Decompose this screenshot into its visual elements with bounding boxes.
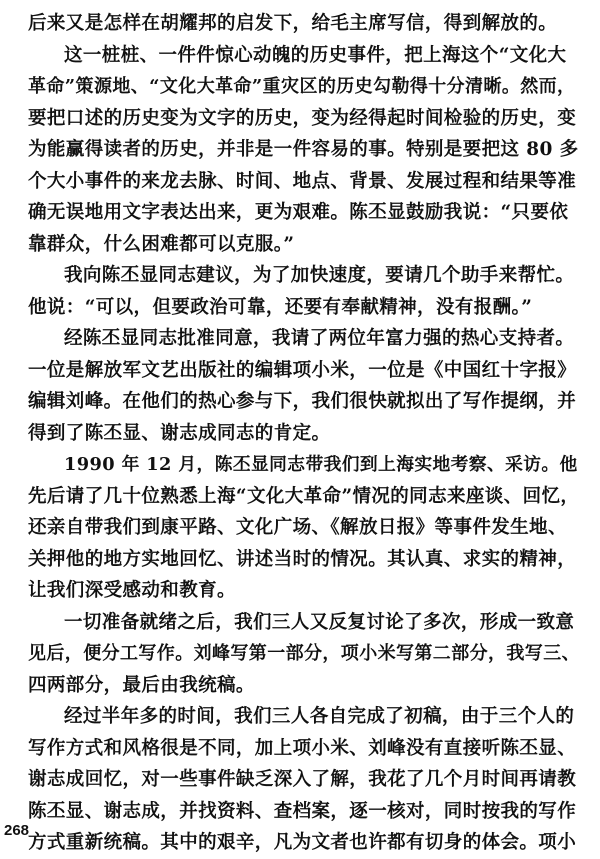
text-line: 1990 年 12 月，陈丕显同志带我们到上海实地考察、采访。他 [64, 454, 578, 475]
text-line: 要把口述的历史变为文字的历史，变为经得起时间检验的历史，变 [28, 107, 577, 129]
text-line: 确无误地用文字表达出来，更为艰难。陈丕显鼓励我说：“只要依 [28, 202, 569, 223]
text-line: 编辑刘峰。在他们的热心参与下，我们很快就拟出了写作提纲，并 [28, 391, 577, 412]
text-line: 见后，便分工写作。刘峰写第一部分，项小米写第二部分，我写三、 [28, 643, 580, 664]
text-line: 我向陈丕显同志建议，为了加快速度，要请几个助手来帮忙。 [64, 265, 575, 286]
text-line: 一位是解放军文艺出版社的编辑项小米，一位是《中国红十字报》 [28, 359, 577, 381]
text-line: 四两部分，最后由我统稿。 [28, 674, 255, 696]
text-line: 还亲自带我们到康平路、文化广场、《解放日报》等事件发生地、 [28, 517, 567, 538]
text-line: 让我们深受感动和教育。 [28, 580, 236, 601]
text-line: 先后请了几十位熟悉上海“文化大革命”情况的同志来座谈、回忆， [28, 485, 580, 507]
text-line: 经过半年多的时间，我们三人各自完成了初稿，由于三个人的 [64, 706, 575, 727]
text-line: 他说：“可以，但要政治可靠，还要有奉献精神，没有报酬。” [28, 296, 533, 318]
text-line: 一切准备就绪之后，我们三人又反复讨论了多次，形成一致意 [64, 611, 575, 633]
text-line: 这一桩桩、一件件惊心动魄的历史事件，把上海这个“文化大 [64, 44, 567, 66]
text-line: 写作方式和风格很是不同，加上项小米、刘峰没有直接听陈丕显、 [28, 737, 577, 759]
text-line: 靠群众，什么困难都可以克服。” [28, 233, 295, 255]
text-line: 为能赢得读者的历史，并非是一件容易的事。特别是要把这 80 多 [28, 139, 579, 160]
text-line: 谢志成回忆，对一些事件缺乏深入了解，我花了几个月时间再请教 [28, 769, 577, 790]
text-line: 个大小事件的来龙去脉、时间、地点、背景、发展过程和结果等准 [28, 170, 577, 192]
text-line: 革命”策源地、“文化大革命”重灾区的历史勾勒得十分清晰。然而， [28, 76, 576, 97]
text-line: 陈丕显、谢志成，并找资料、查档案，逐一核对，同时按我的写作 [28, 800, 577, 822]
text-line: 得到了陈丕显、谢志成同志的肯定。 [28, 422, 331, 444]
text-line: 经陈丕显同志批准同意，我请了两位年富力强的热心支持者。 [64, 328, 575, 349]
text-line: 关押他的地方实地回忆、讲述当时的情况。其认真、求实的精神， [28, 548, 577, 570]
text-line: 方式重新统稿。其中的艰辛，凡为文者也许都有切身的体会。项小 [28, 832, 577, 853]
text-line: 后来又是怎样在胡耀邦的启发下，给毛主席写信，得到解放的。 [28, 13, 558, 34]
body-text [28, 8, 580, 859]
page-number: 268 [4, 822, 30, 839]
